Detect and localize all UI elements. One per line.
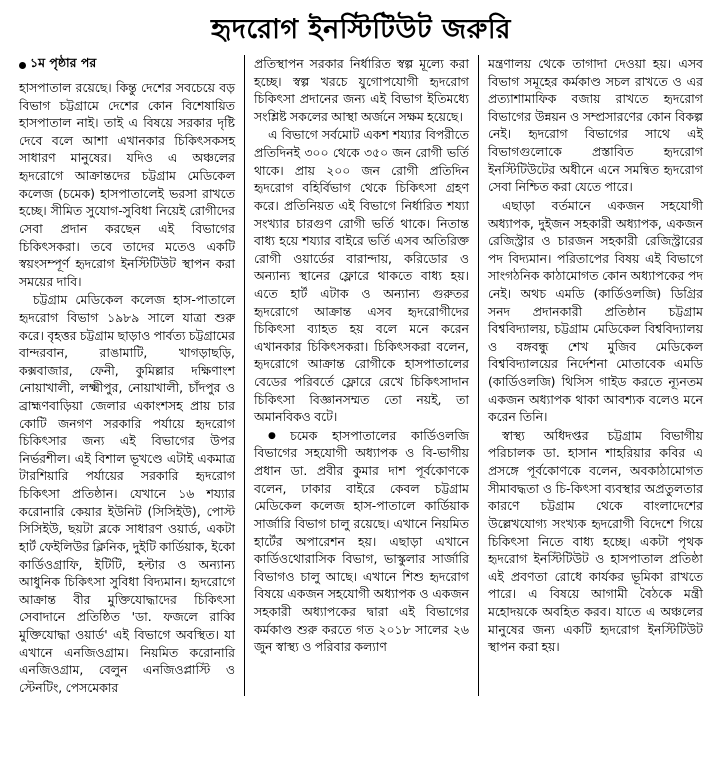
- paragraph: ● চমেক হাসপাতালের কার্ডিওলজি বিভাগের সহযোগী অধ্যাপক ও বি-ভাগীয় প্রধান ডা. প্রবীর কুমার দাশ পূর্বকোণকে বলেন, ঢাকার বাইরে কেবল চট্টগ্রাম মেডিকেল কলেজ হাস-পাতালে কার্ডিয়াক সার্জারি বিভাগ চালু রয়েছে। এখানে নিয়মিত হার্টের অপারেশন হয়। এছাড়া এখানে কার্ডিওথোরাসিক বিভাগ, ভাস্কুলার সার্জারি বিভাগও চালু আছে। এখানে শিশু হৃদরোগ বিষয়ে একজন সহযোগী অধ্যাপক ও একজন সহকারী অধ্যাপকের দ্বারা এই বিভাগের কর্মকাণ্ড শুরু করতে গত ২০১৮ সালের ২৬ জুন স্বাস্থ্য ও পরিবার কল্যাণ: [254, 427, 469, 656]
- paragraph: এ বিভাগে সর্বমোট একশ শয্যার বিপরীতে প্রতিদিনই ৩০০ থেকে ৩৫০ জন রোগী ভর্তি থাকে। প্রায় ২০০ জন রোগী প্রতিদিন হৃদরোগ বহির্বিভাগ থেকে চিকিৎসা গ্রহণ করে। প্রতিনিয়ত এই বিভাগে নির্ধারিত শয্যা সংখ্যার চারগুণ রোগী ভর্তি থাকে। নিতান্ত বাধ্য হয়ে শয্যার বাইরে ভর্তি এসব অতিরিক্ত রোগী ওয়ার্ডের বারান্দায়, করিডোর ও অন্যান্য স্থানের ফ্লোরে থাকতে বাধ্য হয়। এতে হার্ট এটাক ও অন্যান্য গুরুতর হৃদরোগে আক্রান্ত এসব হৃদরোগীদের চিকিৎসা ব্যাহত হয় বলে মনে করেন এখানকার চিকিৎসকরা। চিকিৎসকরা বলেন, হৃদরোগে আক্রান্ত রোগীকে হাসপাতালের বেডের পরিবর্তে ফ্লোরে রেখে চিকিৎসাদান চিকিৎসা বিজ্ঞানসম্মত তো নয়ই, তা অমানবিকও বটে।: [253, 127, 469, 425]
- paragraph: প্রতিস্থাপন সরকার নির্ধারিত স্বল্প মূল্যে করা হচ্ছে। স্বল্প খরচে যুগোপযোগী হৃদরোগ চিকিৎসা প্রদানের জন্য এই বিভাগ ইতিমধ্যে সংশ্লিষ্ট সকলের আস্থা অর্জনে সক্ষম হয়েছে।: [253, 56, 469, 124]
- kicker-label: ১ম পৃষ্ঠার পর: [30, 55, 97, 71]
- article-column-1: [10, 55, 244, 696]
- paragraph: মন্ত্রণালয় থেকে তাগাদা দেওয়া হয়। এসব বিভাগ সমূহের কর্মকাণ্ড সচল রাখতে ও এর প্রত্যাশামাফিক বজায় রাখতে হৃদরোগ বিভাগের উন্নয়ন ও সম্প্রসারণের কোন বিকল্প নেই। হৃদরোগ বিভাগের সাথে এই বিভাগগুলোকে প্রস্তাবিত হৃদরোগ ইনস্টিটিউটের অধীনে এনে সমন্বিত হৃদরোগ সেবা নিশ্চিত করা যেতে পারে।: [487, 56, 703, 195]
- article-column-3: [478, 55, 712, 696]
- paragraph: এছাড়া বর্তমানে একজন সহযোগী অধ্যাপক, দুইজন সহকারী অধ্যাপক, একজন রেজিস্ট্রার ও চারজন সহকারী রেজিস্ট্রারের পদ বিদ্যমান। পরিতাপের বিষয় এই বিভাগে সাংগঠনিক কাঠামোগত কোন অধ্যাপকের পদ নেই। অথচ এমডি (কার্ডিওলজি) ডিগ্রির সনদ প্রদানকারী প্রতিষ্ঠান চট্টগ্রাম বিশ্ববিদ্যালয়, চট্টগ্রাম মেডিকেল বিশ্ববিদ্যালয় ও বঙ্গবন্ধু শেখ মুজিব মেডিকেল বিশ্ববিদ্যালয়ের নির্দেশনা মোতাবেক এমডি (কার্ডিওলজি) থিসিস গাইড করতে ন্যূনতম একজন অধ্যাপক থাকা আবশ্যক বলেও মনে করেন তিনি।: [487, 197, 703, 425]
- bullet-icon: [19, 62, 26, 69]
- paragraph: হাসপাতাল রয়েছে। কিন্তু দেশের সবচেয়ে বড় বিভাগ চট্টগ্রামে দেশের কোন বিশেষায়িত হাসপাতাল নাই। তাই এ বিষয়ে সরকার দৃষ্টি দেবে বলে আশা এখানকার চিকিৎসকসহ সাধারণ মানুষের। যদিও এ অঞ্চলের হৃদরোগে আক্রান্তদের চট্টগ্রাম মেডিকেল কলেজ (চমেক) হাসপাতালেই ভরসা রাখতে হচ্ছে। সীমিত সুযোগ-সুবিধা নিয়েই রোগীদের সেবা প্রদান করছেন এই বিভাগের চিকিৎসকরা। তবে তাদের মতেও একটি স্বয়ংসম্পূর্ণ হৃদরোগ ইনস্টিটিউট স্থাপন করা সময়ের দাবি।: [19, 80, 235, 289]
- paragraph: স্বাস্থ্য অধিদপ্তর চট্টগ্রাম বিভাগীয় পরিচালক ডা. হাসান শাহরিয়ার কবির এ প্রসঙ্গে পূর্বকোণকে বলেন, অবকাঠামোগত সীমাবদ্ধতা ও চি-কিৎসা ব্যবস্থার অপ্রতুলতার কারণে চট্টগ্রাম থেকে বাংলাদেশের উল্লেখযোগ্য সংখ্যক হৃদরোগী বিদেশে গিয়ে চিকিৎসা নিতে বাধ্য হচ্ছে। একটা পৃথক হৃদরোগ ইনস্টিটিউট ও হাসপাতাল প্রতিষ্ঠা এই প্রবণতা রোধে কার্যকর ভূমিকা রাখতে পারে। এ বিষয়ে আগামী বৈঠকে মন্ত্রী মহোদয়কে অবহিত করব। যাতে এ অঞ্চলের মানুষের জন্য একটি হৃদরোগ ইনস্টিটিউট স্থাপন করা হয়।: [487, 427, 703, 655]
- article-columns: [10, 55, 712, 696]
- article-column-2: [244, 55, 478, 696]
- page-title: হৃদরোগ ইনস্টিটিউট জরুরি: [211, 14, 511, 45]
- paragraph: চট্টগ্রাম মেডিকেল কলেজ হাস-পাতালে হৃদরোগ বিভাগ ১৯৮৯ সালে যাত্রা শুরু করে। বৃহত্তর চট্টগ্রাম ছাড়াও পার্বত্য চট্টগ্রামের বান্দরবান, রাঙামাটি, খাগড়াছড়ি, কক্সবাজার, ফেনী, কুমিল্লার দক্ষিণাংশ নোয়াখালী, লক্ষ্মীপুর, নোয়াখালী, চাঁদপুর ও ব্রাহ্মণবাড়িয়া জেলার একাংশসহ প্রায় চার কোটি জনগণ সরকারি পর্যায়ে হৃদরোগ চিকিৎসার জন্য এই বিভাগের উপর নির্ভরশীল। এই বিশাল ভূখণ্ডে এটাই একমাত্র টারশিয়ারি পর্যায়ের সরকারি হৃদরোগ চিকিৎসা প্রতিষ্ঠান। যেখানে ১৬ শয্যার করোনারি কেয়ার ইউনিট (সিসিইউ), পোস্ট সিসিইউ, ছয়টা ব্লকে সাধারণ ওয়ার্ড, একটা হার্ট ফেইলিউর ক্লিনিক, দুইটি কার্ডিয়াক, ইকো কার্ডিওগ্রাফি, ইটিটি, হল্টার ও অন্যান্য আধুনিক চিকিৎসা সুবিধা বিদ্যমান। হৃদরোগে আক্রান্ত বীর মুক্তিযোদ্ধাদের চিকিৎসা সেবাদানে প্রতিষ্ঠিত 'ডা. ফজলে রাব্বি মুক্তিযোদ্ধা ওয়ার্ড' এই বিভাগে অবস্থিত। যা এখানে এনজিওগ্রাম। নিয়মিত করোনারি এনজিওগ্রাম, বেলুন এনজিওপ্লাস্টি ও স্টেনটিং, পেসমেকার: [19, 292, 235, 695]
- continuation-kicker: [19, 55, 235, 75]
